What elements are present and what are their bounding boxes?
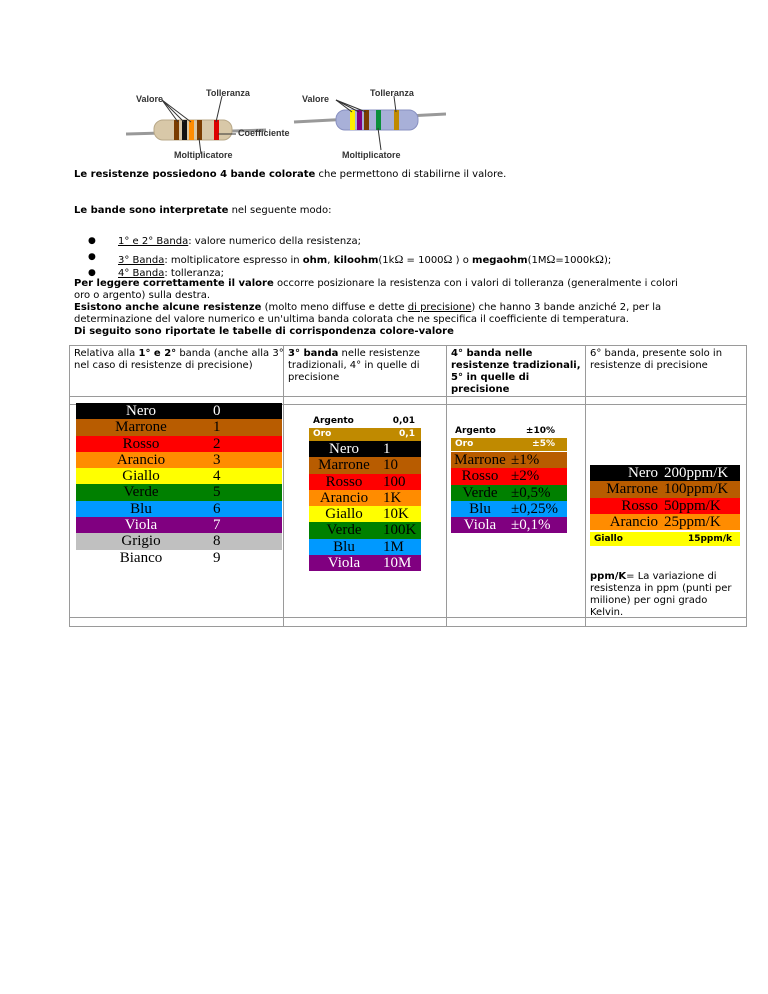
multiplier-row-color: Marrone (318, 457, 370, 474)
tempco-bottom (590, 532, 740, 546)
figure-label-valore-left: Valore (136, 94, 164, 104)
ppm-note-l2: resistenza in ppm (punti per (590, 583, 732, 594)
multiplier-row-color: Viola (327, 555, 361, 572)
multiplier-row-value: 1K (383, 489, 402, 506)
multiplier-top-row-value: 0,01 (392, 416, 415, 426)
ppm-note-l3: milione) per ogni grado (590, 595, 708, 606)
header-c4-b: resistenze di precisione (590, 360, 708, 371)
digit-row (76, 501, 282, 517)
bullet-dot-icon: ● (88, 236, 96, 246)
tempco-row (590, 481, 740, 497)
tolerance-row-value: ±0,25% (511, 500, 558, 517)
multiplier-row (309, 474, 421, 490)
para-l1-rest: occorre posizionare la resistenza con i valori di tolleranza (generalmente i colori (273, 278, 678, 289)
tolerance-row (451, 517, 567, 533)
digit-row-value: 6 (213, 500, 221, 517)
tempco-bottom-value: 15ppm/k (687, 534, 732, 544)
bullet-dot-icon: ● (88, 252, 96, 262)
header-c1-c: banda (anche alla 3° (176, 348, 284, 359)
tolerance-color-table (451, 452, 567, 533)
intro-p1-bold: Le resistenze possiedono 4 bande colorate (74, 169, 316, 180)
digit-row-color: Viola (124, 517, 158, 534)
tolerance-top-table (451, 425, 567, 451)
resistor-figure (126, 82, 446, 164)
header-c3-c: 5° in quelle di (451, 372, 530, 383)
digits-color-table (76, 403, 282, 566)
figure-label-valore-right: Valore (302, 94, 330, 104)
digit-row-value: 4 (213, 468, 221, 485)
tolerance-top-row (451, 425, 567, 438)
multiplier-top-row-color: Argento (313, 416, 354, 426)
digit-row (76, 436, 282, 452)
header-c4-a: 6° banda, presente solo in (590, 348, 723, 359)
digit-row (76, 550, 282, 566)
intro-p2-rest: nel seguente modo: (228, 205, 332, 216)
digit-row-color: Marrone (115, 419, 167, 436)
digit-row-color: Verde (123, 484, 159, 501)
header-c2-a: 3° banda (288, 348, 339, 359)
tolerance-row (451, 468, 567, 484)
tolerance-row-color: Viola (463, 517, 497, 534)
digit-row (76, 452, 282, 468)
bullet-2-m3: ); (603, 255, 612, 266)
multiplier-top-row (309, 415, 421, 428)
tempco-row (590, 498, 740, 514)
bullet-dot-icon: ● (88, 268, 96, 278)
tolerance-top-row-color: Argento (455, 426, 496, 436)
multiplier-top-row-value: 0,1 (399, 429, 415, 439)
multiplier-row-value: 10K (383, 506, 409, 523)
tempco-row-color: Marrone (606, 481, 658, 498)
ppm-note (590, 571, 732, 619)
tolerance-row-color: Marrone (454, 452, 506, 468)
multiplier-top-row-color: Oro (313, 429, 332, 439)
header-c3-d: precisione (451, 384, 510, 395)
multiplier-row-value: 100 (383, 473, 406, 490)
tolerance-row-value: ±0,1% (511, 517, 551, 534)
para-l3-rest: ) che hanno 3 bande anziché 2, per la (471, 302, 662, 313)
tolerance-row-value: ±1% (511, 452, 540, 468)
tempco-row-color: Arancio (609, 513, 658, 530)
figure-label-moltiplicatore-left: Moltiplicatore (174, 150, 233, 160)
digit-row-color: Arancio (116, 451, 166, 468)
bullet-1-label: 1° e 2° Banda (118, 236, 189, 247)
bullet-2-megaohm: megaohm (472, 255, 528, 266)
multiplier-top-row (309, 428, 421, 441)
digit-row-color: Bianco (119, 549, 163, 566)
bullet-2-kiloohm: kiloohm (333, 255, 379, 266)
para-l3-underline: di precisione (407, 302, 472, 313)
digit-row-value: 0 (213, 403, 221, 419)
tempco-bottom-color: Giallo (594, 534, 623, 544)
header-c3-b: resistenze tradizionali, (451, 360, 581, 371)
multiplier-row-color: Nero (329, 441, 359, 457)
multiplier-row-color: Verde (326, 522, 362, 539)
tempco-row-value: 50ppm/K (664, 497, 721, 514)
bullet-1-text: : valore numerico della resistenza; (188, 236, 361, 247)
multiplier-row (309, 506, 421, 522)
header-c1-a: Relativa alla (74, 348, 139, 359)
tempco-row (590, 514, 740, 530)
tolerance-top-row-color: Oro (455, 439, 474, 449)
tolerance-row-value: ±2% (511, 468, 540, 485)
para-l5-bold: Di seguito sono riportate le tabelle di corrispondenza colore-valore (74, 326, 454, 337)
tolerance-row (451, 452, 567, 468)
digit-row (76, 403, 282, 419)
intro-p2-bold: Le bande sono interpretate (74, 205, 229, 216)
omega-symbol: Ω (595, 252, 604, 266)
digit-row-value: 8 (213, 533, 221, 550)
multiplier-row (309, 457, 421, 473)
multiplier-row-color: Blu (333, 538, 355, 555)
tolerance-top-row-value: ±10% (525, 426, 555, 436)
bullet-2-m1: (1M (527, 255, 547, 266)
bullet-2-m2: =1000k (555, 255, 596, 266)
intro-paragraph-2 (74, 205, 332, 216)
header-c1-d: nel caso di resistenze di precisione) (74, 360, 253, 371)
tolerance-row (451, 501, 567, 517)
digit-row-value: 7 (213, 517, 221, 534)
header-c2-c: tradizionali, 4° in quelle di (288, 360, 420, 371)
tolerance-row-color: Rosso (461, 468, 499, 485)
digit-row-color: Grigio (121, 533, 161, 550)
header-col-4 (590, 348, 722, 372)
digit-row (76, 533, 282, 549)
tempco-bottom-row (590, 532, 740, 546)
multiplier-row-value: 100K (383, 522, 417, 539)
bullet-2-sep: , (327, 255, 334, 266)
omega-symbol: Ω (546, 252, 556, 266)
digit-row (76, 419, 282, 435)
multiplier-row (309, 539, 421, 555)
explanation-paragraph (74, 278, 734, 338)
bullet-3-text: : tolleranza; (164, 268, 224, 279)
digit-row-color: Nero (126, 403, 156, 419)
multiplier-color-table (309, 441, 421, 571)
digit-row-value: 2 (213, 435, 221, 452)
bullet-2-k3: ) o (452, 255, 473, 266)
multiplier-row-value: 10M (383, 555, 412, 572)
digit-row (76, 468, 282, 484)
digit-row-color: Giallo (122, 468, 160, 485)
bullet-3-label: 4° Banda (118, 268, 165, 279)
multiplier-row-value: 1M (383, 538, 404, 555)
multiplier-row (309, 522, 421, 538)
figure-label-tolleranza-left: Tolleranza (206, 88, 250, 98)
multiplier-row-value: 10 (383, 457, 398, 474)
tempco-row-color: Nero (628, 465, 658, 481)
ppm-note-l4: Kelvin. (590, 607, 624, 618)
bullet-2-k2: = 1000 (403, 255, 444, 266)
digit-row (76, 484, 282, 500)
digit-row-color: Blu (130, 500, 152, 517)
tolerance-row (451, 485, 567, 501)
para-l3-mid: (molto meno diffuse e dette (261, 302, 408, 313)
header-c2-d: precisione (288, 372, 340, 383)
digit-row-value: 3 (213, 451, 221, 468)
digit-row-value: 1 (213, 419, 221, 436)
bullet-2-text: : moltiplicatore espresso in (164, 255, 303, 266)
tolerance-row-color: Verde (462, 484, 498, 501)
bullet-2-k1: (1k (378, 255, 395, 266)
header-col-3 (451, 348, 581, 396)
multiplier-row-value: 1 (383, 441, 391, 457)
digit-row-color: Rosso (122, 435, 160, 452)
multiplier-row (309, 441, 421, 457)
tempco-row-value: 200ppm/K (664, 465, 729, 481)
bullet-2-ohm: ohm (302, 255, 328, 266)
tempco-row (590, 465, 740, 481)
digit-row (76, 517, 282, 533)
multiplier-top-table (309, 415, 421, 441)
header-c3-a: 4° banda nelle (451, 348, 533, 359)
para-l4: determinazione del valore numerico e un'ultima banda colorata che ne specifica il coefficiente di temperatura. (74, 314, 629, 325)
tolerance-top-row-value: ±5% (532, 439, 555, 449)
digit-row-value: 9 (213, 549, 221, 566)
tempco-color-table (590, 465, 740, 530)
figure-label-coefficiente: Coefficiente (238, 128, 290, 138)
tempco-row-color: Rosso (621, 497, 658, 514)
tolerance-row-color: Blu (469, 500, 491, 517)
header-c1-b: 1° e 2° (138, 348, 177, 359)
multiplier-row-color: Arancio (319, 489, 369, 506)
tolerance-row-value: ±0,5% (511, 484, 551, 501)
header-col-1 (74, 348, 284, 372)
tolerance-top-row (451, 438, 567, 451)
multiplier-row (309, 490, 421, 506)
figure-label-tolleranza-right: Tolleranza (370, 88, 414, 98)
figure-label-moltiplicatore-right: Moltiplicatore (342, 150, 401, 160)
ppm-note-bold: ppm/K (590, 571, 627, 582)
digit-row-value: 5 (213, 484, 221, 501)
multiplier-row-color: Rosso (325, 473, 363, 490)
tempco-row-value: 25ppm/K (664, 513, 721, 530)
para-l1-bold: Per leggere correttamente il valore (74, 278, 274, 289)
multiplier-row-color: Giallo (325, 506, 363, 523)
para-l3-bold: Esistono anche alcune resistenze (74, 302, 262, 313)
intro-p1-rest: che permettono di stabilirne il valore. (315, 169, 507, 180)
intro-paragraph-1 (74, 169, 506, 180)
omega-symbol: Ω (443, 252, 453, 266)
header-c2-b: nelle resistenze (338, 348, 420, 359)
multiplier-row (309, 555, 421, 571)
tempco-row-value: 100ppm/K (664, 481, 729, 498)
omega-symbol: Ω (394, 252, 404, 266)
header-col-2 (288, 348, 420, 384)
bullet-2-label: 3° Banda (118, 255, 165, 266)
ppm-note-l1: = La variazione di (626, 571, 717, 582)
para-l2: oro o argento) sulla destra. (74, 290, 211, 301)
